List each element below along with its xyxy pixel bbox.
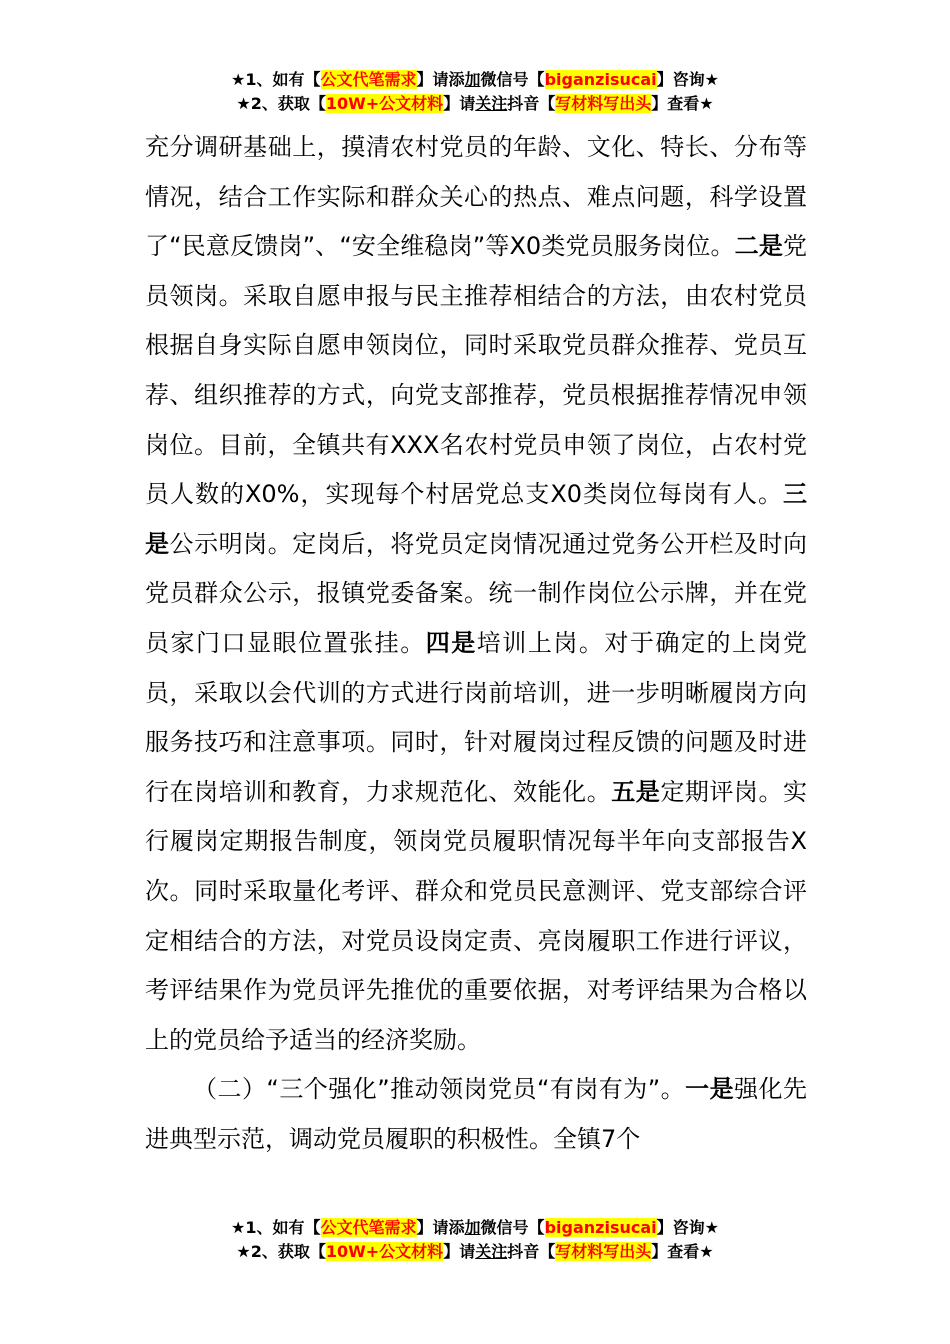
banner-text: 】请 [443, 94, 476, 113]
banner-line-2 [0, 92, 950, 116]
paragraph-2 [145, 1065, 807, 1164]
banner-text-underlined: 加 [464, 70, 481, 89]
bold-keyword: 四是 [425, 628, 477, 657]
footer-banner [0, 1216, 950, 1264]
banner-text: 】查看★ [651, 1242, 714, 1261]
banner-text: ★1、如有【 [231, 70, 321, 89]
header-banner [0, 68, 950, 116]
paragraph-text: 公示明岗。定岗后，将党员定岗情况通过党务公开栏及时向党员群众公示，报镇党委备案。统一制作岗位公示牌，并在党员家门口显眼位置张挂。 [145, 529, 808, 657]
section-heading-text: （二）“三个强化”推动领岗党员“有岗有为”。 [193, 1075, 686, 1104]
banner-text: 抖音【 [507, 1242, 556, 1261]
banner-text: ★2、获取【 [236, 1242, 326, 1261]
highlight-materials: 10W+公文材料 [325, 94, 444, 113]
banner-text-underlined: 关注 [475, 94, 508, 113]
banner-text: 】咨询★ [656, 1218, 719, 1237]
banner-text: 】请 [443, 1242, 476, 1261]
paragraph-text: 培训上岗。对于确定的上岗党员，采取以会代训的方式进行岗前培训，进一步明晰履岗方向服务技巧和注意事项。同时，针对履岗过程反馈的问题及时进行在岗培训和教育，力求规范化、效能化。 [145, 628, 808, 806]
paragraph-text: 充分调研基础上，摸清农村党员的年龄、文化、特长、分布等情况，结合工作实际和群众关心的热点、难点问题，科学设置了“民意反馈岗”、“安全维稳岗”等X0类党员服务岗位。 [145, 133, 807, 261]
highlight-douyin: 写材料写出头 [555, 1242, 652, 1261]
banner-text: ★2、获取【 [236, 94, 326, 113]
highlight-douyin: 写材料写出头 [555, 94, 652, 113]
banner-line-1 [0, 1216, 950, 1240]
document-body [145, 123, 807, 1164]
paragraph-1 [145, 123, 807, 1065]
banner-text-underlined: 关注 [475, 1242, 508, 1261]
banner-text: 微信号【 [480, 70, 545, 89]
banner-text: ★1、如有【 [231, 1218, 321, 1237]
bold-keyword: 三是 [145, 480, 807, 558]
bold-keyword: 五是 [611, 777, 661, 806]
banner-text: 抖音【 [507, 94, 556, 113]
highlight-service: 公文代笔需求 [320, 70, 417, 89]
banner-text: 】请添 [416, 70, 465, 89]
bold-keyword: 一是 [685, 1075, 735, 1104]
highlight-wechat-id: biganzisucai [544, 70, 657, 89]
highlight-wechat-id: biganzisucai [544, 1218, 657, 1237]
highlight-materials: 10W+公文材料 [325, 1242, 444, 1261]
banner-text: 】请添 [416, 1218, 465, 1237]
banner-text: 】咨询★ [656, 70, 719, 89]
paragraph-text: 定期评岗。实行履岗定期报告制度，领岗党员履职情况每半年向支部报告X次。同时采取量化考评、群众和党员民意测评、党支部综合评定相结合的方法，对党员设岗定责、亮岗履职工作进行评议，考评结果作为党员评先推优的重要依据，对考评结果为合格以上的党员给予适当的经济奖励。 [145, 777, 808, 1054]
bold-keyword: 二是 [734, 232, 783, 261]
banner-text-underlined: 加 [464, 1218, 481, 1237]
paragraph-text: 党员领岗。采取自愿申报与民主推荐相结合的方法，由农村党员根据自身实际自愿申领岗位，同时采取党员群众推荐、党员互荐、组织推荐的方式，向党支部推荐，党员根据推荐情况申领岗位。目前，全镇共有XXX名农村党员申领了岗位，占农村党员人数的X0%，实现每个村居党总支X0类岗位每岗有人。 [145, 232, 807, 509]
highlight-service: 公文代笔需求 [320, 1218, 417, 1237]
banner-text: 】查看★ [651, 94, 714, 113]
paragraph-text: 强化先进典型示范，调动党员履职的积极性。全镇7个 [145, 1075, 808, 1153]
banner-line-2 [0, 1240, 950, 1264]
banner-line-1 [0, 68, 950, 92]
banner-text: 微信号【 [480, 1218, 545, 1237]
